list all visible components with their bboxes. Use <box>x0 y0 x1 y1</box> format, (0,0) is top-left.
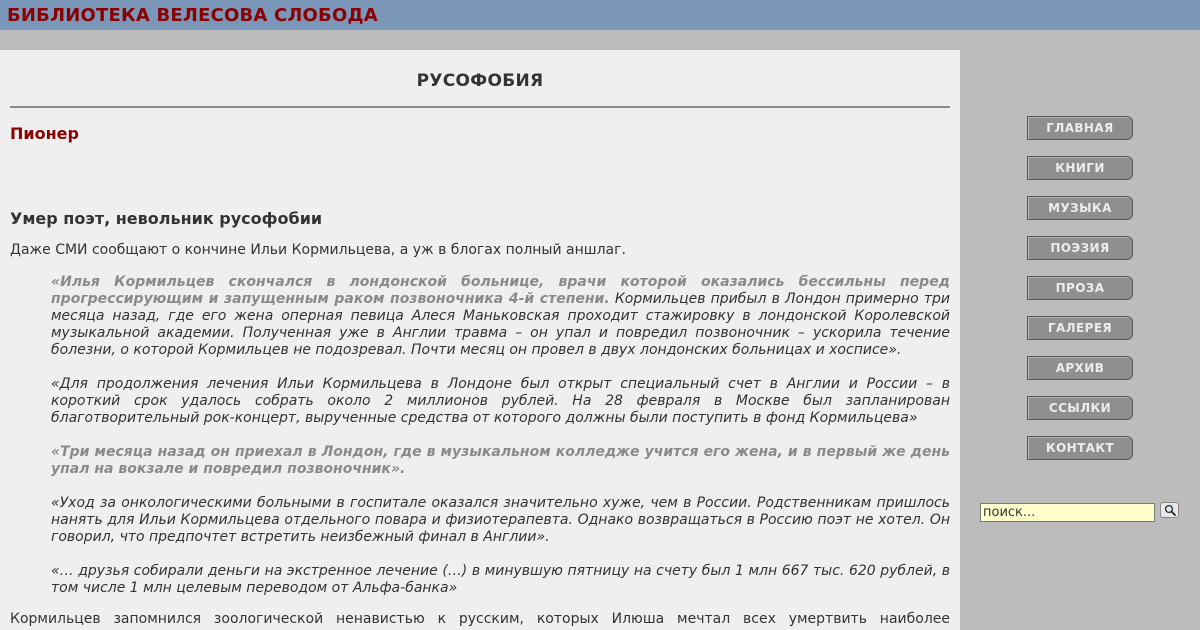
article-text: Кормильцев запомнился зоологической ненавистью к русским, которых Илюша мечтал всех умертвить наиболее <box>10 611 950 627</box>
quote-1 <box>51 274 950 359</box>
quote-5: «… друзья собирали деньги на экстренное лечение (…) в минувшую пятницу на счету был 1 млн 667 тыс. 620 рублей, в том числе 1 млн целевым переводом от Альфа-банка» <box>51 563 950 596</box>
article-title: Умер поэт, невольник русофобии <box>10 209 323 228</box>
nav-item-prose[interactable]: ПРОЗА <box>1027 276 1133 300</box>
nav-item-books[interactable]: КНИГИ <box>1027 156 1133 180</box>
quote-1-highlight: «Илья Кормильцев скончался в лондонской больнице, врачи которой оказались бессильны перед прогрессирующим и запущенным раком позвоночника 4-й степени. <box>51 274 950 307</box>
quote-3: «Три месяца назад он приехал в Лондон, где в музыкальном колледже учится его жена, и в первый же день упал на вокзале и повредил позвоночник». <box>51 444 950 477</box>
nav-item-home[interactable]: ГЛАВНАЯ <box>1027 116 1133 140</box>
quote-2: «Для продолжения лечения Ильи Кормильцева в Лондоне был открыт специальный счет в Англии и России – в короткий срок удалось собрать около 2 миллионов рублей. На 28 февраля в Москве был запланирован благотворительный рок-концерт, вырученные средства от которого должны были поступить в фонд Кормильцева» <box>51 376 950 426</box>
title-divider <box>10 106 950 108</box>
nav-item-contact[interactable]: КОНТАКТ <box>1027 436 1133 460</box>
page-title: РУСОФОБИЯ <box>416 71 544 91</box>
nav-item-archive[interactable]: АРХИВ <box>1027 356 1133 380</box>
magnifier-icon <box>1164 504 1176 516</box>
search-input[interactable] <box>980 503 1155 522</box>
header-bar <box>0 0 1200 30</box>
nav-item-music[interactable]: МУЗЫКА <box>1027 196 1133 220</box>
main-content <box>0 50 960 630</box>
nav-item-gallery[interactable]: ГАЛЕРЕЯ <box>1027 316 1133 340</box>
nav-item-poetry[interactable]: ПОЭЗИЯ <box>1027 236 1133 260</box>
category-heading: Пионер <box>10 124 79 143</box>
search-button[interactable] <box>1160 502 1179 518</box>
article-lead: Даже СМИ сообщают о кончине Ильи Кормильцева, а уж в блогах полный аншлаг. <box>10 242 626 258</box>
search-form <box>980 501 1155 522</box>
site-title[interactable]: БИБЛИОТЕКА ВЕЛЕСОВА СЛОБОДА <box>7 5 378 26</box>
sidebar-nav <box>1027 116 1133 476</box>
quote-4: «Уход за онкологическими больными в госпитале оказался значительно хуже, чем в России. Родственникам пришлось нанять для Ильи Кормильцева отдельного повара и физиотерапевта. Однако возвращаться в Россию поэт не хотел. Он говорил, что предпочтет встретить неизбежный финал в Англии». <box>51 495 950 545</box>
quotes-block <box>51 274 950 614</box>
quote-1-text: Кормильцев прибыл в Лондон примерно три месяца назад, где его жена оперная певица Алеся Маньковская проходит стажировку в лондонской Королевской музыкальной академии. Полученная уже в Англии травма – он упал и повредил позвоночник – ускорила течение болезни, о которой Кормильцев не подозревал. Почти месяц он провел в двух лондонских больницах и хосписе». <box>51 291 951 358</box>
nav-item-links[interactable]: ССЫЛКИ <box>1027 396 1133 420</box>
